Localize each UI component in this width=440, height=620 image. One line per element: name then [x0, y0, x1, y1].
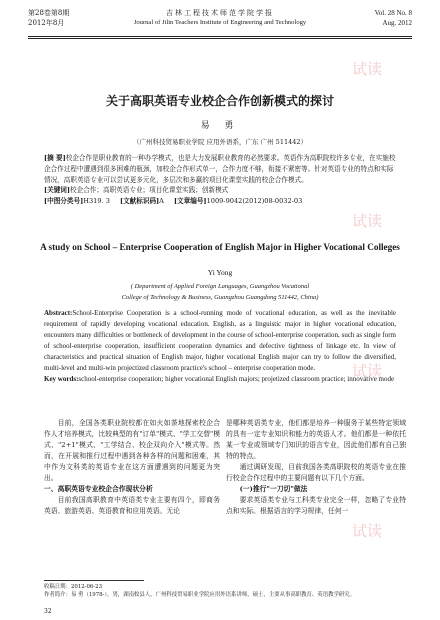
watermark: 试读 — [352, 60, 383, 78]
header-left — [28, 8, 69, 28]
header-rule — [28, 38, 412, 39]
body-paragraph: 目前，全国各类职业院校都在如火如荼地探索校企合作人才培养模式，比较典型的有"订单"模式、"学工交替"模式、"2+1"模式、"工学结合、校企双向介入"模式等。然而，在开展和推行过程中遇到各种各样的问题和困难，其中作为文科类的英语专业在这方面遭遇到的问题更为突出。 — [44, 419, 220, 482]
journal-header — [28, 6, 412, 36]
abstract-cn-label: [摘 要] — [44, 154, 66, 162]
journal-name-en: Journal of Jilin Teachers Institute of Engineering and Technology — [133, 19, 307, 26]
affiliation-en-line1: ( Department of Applied Foreign Languages, Guangzhou Vocational — [130, 283, 310, 290]
header-right — [375, 8, 412, 28]
article-id-field — [174, 196, 302, 207]
affiliation-en — [0, 281, 440, 303]
affiliation-en-line2: College of Technology & Business, Guangzhou Guangdong 511442, China) — [121, 294, 319, 301]
volume-en: Vol. 28 No. 8 — [374, 9, 412, 17]
doc-code-label: [文献标识码] — [119, 197, 160, 206]
footnote-rule — [44, 580, 144, 581]
affiliation-cn: （广州科技贸易职业学院 应用外语系，广东 广州 511442） — [132, 138, 307, 146]
abstract-en — [44, 308, 396, 385]
watermark: 试读 — [352, 212, 383, 230]
paper-title-cn: 关于高职英语专业校企合作创新模式的探讨 — [105, 94, 334, 108]
body-column-right — [226, 418, 406, 517]
abstract-cn — [44, 153, 396, 207]
date-en: Aug. 2012 — [382, 19, 412, 27]
page-number: 32 — [44, 608, 52, 615]
watermark: 试读 — [352, 362, 383, 380]
keywords-cn-text: 校企合作；高职英语专业；项目化课堂实践；创新模式 — [70, 186, 229, 195]
footnote — [44, 583, 400, 599]
classification-line — [44, 196, 396, 207]
keywords-cn-label: [关键词] — [44, 186, 71, 195]
clc-value: H319. 3 — [83, 197, 110, 206]
clc-label: [中图分类号] — [44, 197, 84, 206]
paper-title-en: A study on School – Enterprise Cooperation of English Major in Higher Vocational Colleges — [40, 242, 400, 252]
header-center — [98, 8, 342, 28]
abstract-cn-text: 校企合作是职业教育的一种办学模式，也是大力发展职业教育的必然要求。英语作为高职院校许多专业，在实施校企合作过程中遭遇到很多困难的瓶颈，加校企合作形式单一，合作力度不够，衔接不紧密等。针对英语专业的特点和实际情况，高职英语专业可以尝试更多元化，多层次和多赢的项目化课堂实践的校企合作模式。 — [44, 154, 396, 184]
journal-name-cn: 吉林工程技术师范学院学报 — [166, 9, 274, 17]
keywords-en-text: school-enterprise cooperation; higher vocational English majors; projetized classroom practice; innovative mode — [78, 375, 395, 383]
body-paragraph: 目前我国高职教育中英语类专业主要有四个，即商务英语、旅游英语、英语教育和应用英语。无论 — [44, 496, 220, 515]
body-column-left — [44, 418, 220, 517]
date-cn: 2012年8月 — [28, 19, 65, 27]
article-id-value: 1009-9042(2012)08-0032-03 — [206, 197, 303, 206]
article-id-label: [文章编号] — [173, 197, 207, 206]
keywords-cn — [44, 185, 396, 196]
abstract-cn-body — [44, 153, 396, 185]
clc-field — [44, 196, 110, 207]
received-date: 收稿日期：2012-06-23 — [44, 584, 103, 590]
subsection-heading: (一)推行"一刀切"做法 — [239, 485, 308, 493]
volume-cn: 第28卷第8期 — [28, 9, 70, 17]
section-heading: 一、高职英语专业校企合作现状分析 — [44, 485, 153, 493]
author-bio: 作者简介：易 勇（1978-），男，湖南攸县人，广州科技贸易职业学院应用外语系讲师，硕士，主要从事高职教育、英语教学研究。 — [44, 592, 356, 598]
header-rule — [28, 36, 412, 37]
doc-code-value: A — [159, 197, 164, 206]
keywords-en-label: Key words: — [44, 375, 79, 383]
abstract-en-body — [44, 308, 396, 374]
abstract-en-text: School-Enterprise Cooperation is a school-running mode of vocational education, as well as the inevitable requirement of rapidly developing vocational education. English, as a linguistic major in higher vocational education, encounters many difficulties or bottleneck of development in the course of school-enterprise cooperation, such as single form of school-enterprise cooperation, insufficient cooperation dynamics and defective tightness of linkage etc. In view of characteristics and practical situation of English major, higher vocational English major can try to follow the diversified, multi-level and multi-win projectized classroom practice's school – enterprise cooperation mode. — [44, 309, 396, 372]
author-cn: 易 勇 — [200, 121, 240, 131]
body-paragraph: 要求英语类专业与工科类专业完全一样，忽略了专业特点和实际。根据语言的学习规律，任何一 — [226, 496, 406, 515]
keywords-en — [44, 374, 396, 385]
abstract-en-label: Abstract: — [44, 309, 73, 317]
author-en: Yi Yong — [207, 268, 233, 277]
doc-code-field — [120, 196, 164, 207]
body-paragraph: 通过调研发现，目前我国各类高职院校的英语专业在推行校企合作过程中的主要问题有以下几个方面。 — [226, 463, 406, 482]
watermark: 试读 — [352, 522, 383, 540]
body-paragraph: 是哪种英语类专业，他们都是培养一种服务于某些特定领域的具有一定专业知识和能力的英语人才。他们都是一种依托某一专业或领域专门知识的语言专业，因此他们都有自己独特的特点。 — [226, 419, 406, 460]
